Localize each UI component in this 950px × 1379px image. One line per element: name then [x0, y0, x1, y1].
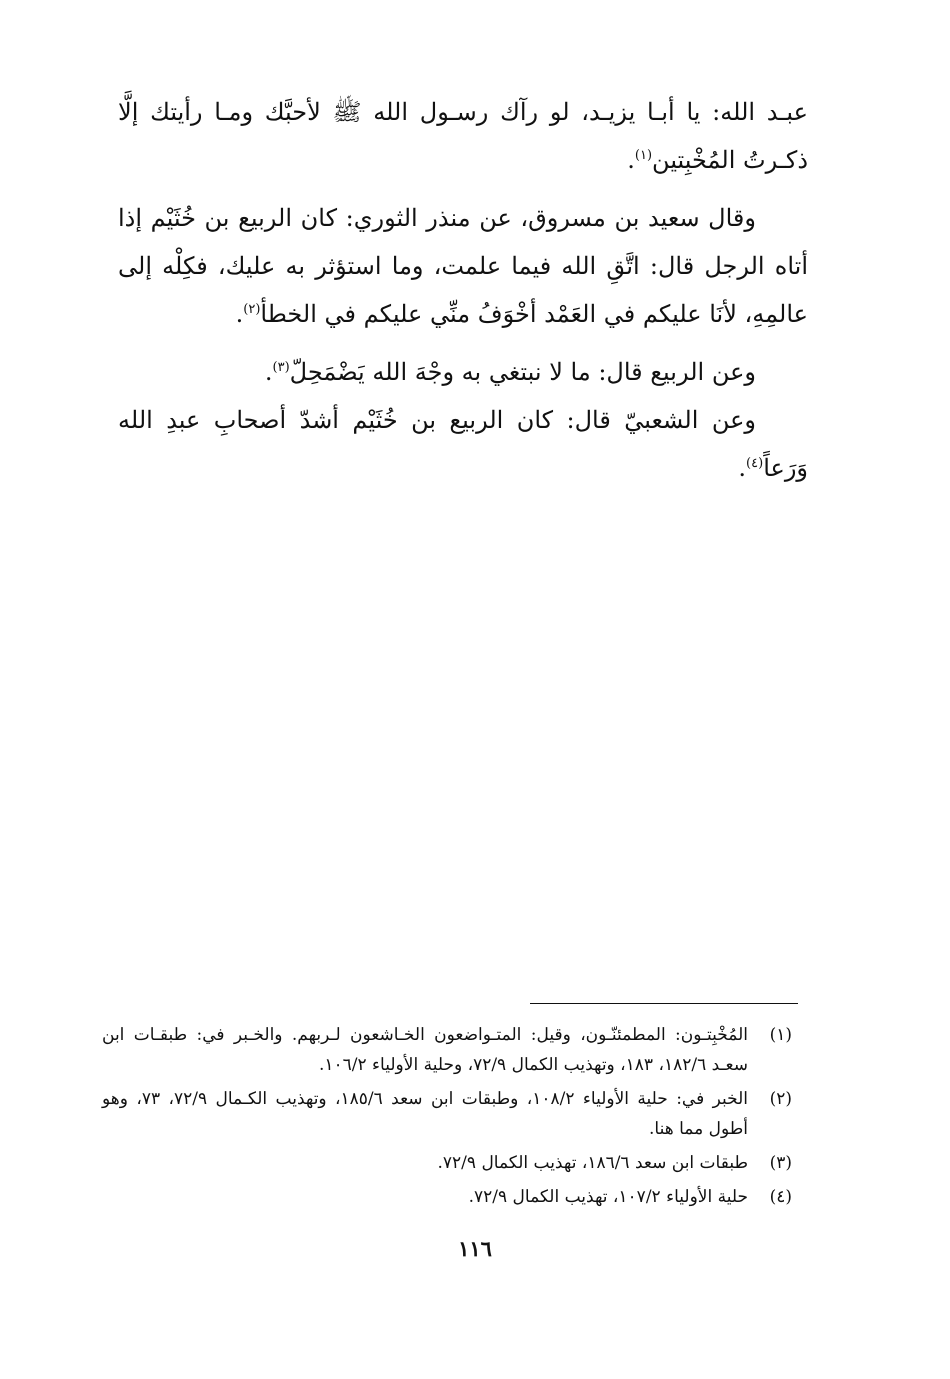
paragraph-2-text: وقال سعيد بن مسروق، عن منذر الثوري: كان الربيع بن خُثَيْم إذا أتاه الرجل قال: اتَّقِ الله فيما علمت، وما استؤثر به عليك، فكِلْه إلى عالمِهِ، لأنَا عليكم في العَمْد أخْوَفُ منِّي عليكم في الخطأ [118, 204, 808, 328]
footnote-1-number: (١) [769, 1025, 792, 1045]
footnote-3 [102, 1148, 792, 1178]
footnote-1-text: المُخْبِتـون: المطمئنّـون، وقيل: المتـواضعون الخـاشعون لـربهم. والخـبر في: طبقـات ابن سعـد ١٨٢/٦، ١٨٣، وتهذيب الكمال ٧٢/٩، وحلية الأولياء ١٠٦/٢. [102, 1025, 748, 1075]
footnote-2-text: الخبر في: حلية الأولياء ١٠٨/٢، وطبقات ابن سعد ١٨٥/٦، وتهذيب الكـمال ٧٢/٩، ٧٣، وهو أطول مما هنا. [102, 1089, 748, 1139]
footnote-1 [102, 1020, 792, 1080]
footnote-4-number: (٤) [769, 1187, 792, 1207]
paragraph-3 [118, 348, 808, 396]
paragraph-1-text: عبـد الله: يا أبـا يزيـد، لو رآك رسـول الله ﷺ لأحبَّك ومـا رأيتك إلَّا ذكـرتُ المُخْبِتين [118, 98, 808, 174]
paragraph-3-end: . [264, 358, 273, 386]
page-number: ١١٦ [458, 1236, 492, 1261]
footnote-separator [530, 1003, 798, 1004]
footnote-ref-2: (٢) [243, 302, 261, 317]
paragraph-4-end: . [738, 454, 747, 482]
footnote-3-number: (٣) [769, 1153, 792, 1173]
paragraph-1 [118, 88, 808, 184]
paragraph-2-end: . [235, 300, 244, 328]
footnote-ref-3: (٣) [272, 360, 290, 375]
main-text-block [118, 88, 808, 492]
paragraph-2 [118, 194, 808, 338]
footnote-ref-1: (١) [634, 148, 653, 163]
footnote-4 [102, 1182, 792, 1212]
footnote-2 [102, 1084, 792, 1144]
paragraph-4-text: وعن الشعبيّ قال: كان الربيع بن خُثَيْم أشدّ أصحابِ عبدِ الله وَرَعاً [118, 406, 808, 482]
footnote-2-number: (٢) [769, 1089, 792, 1109]
footnote-ref-4: (٤) [746, 456, 764, 471]
paragraph-1-end: . [627, 146, 635, 174]
footnotes-section [102, 1020, 792, 1216]
paragraph-4 [118, 396, 808, 492]
footnote-3-text: طبقات ابن سعد ١٨٦/٦، تهذيب الكمال ٧٢/٩. [437, 1153, 748, 1173]
footnote-4-text: حلية الأولياء ١٠٧/٢، تهذيب الكمال ٧٢/٩. [468, 1187, 748, 1207]
paragraph-3-text: وعن الربيع قال: ما لا نبتغي به وجْهَ الله يَضْمَحِلّ [289, 358, 756, 386]
